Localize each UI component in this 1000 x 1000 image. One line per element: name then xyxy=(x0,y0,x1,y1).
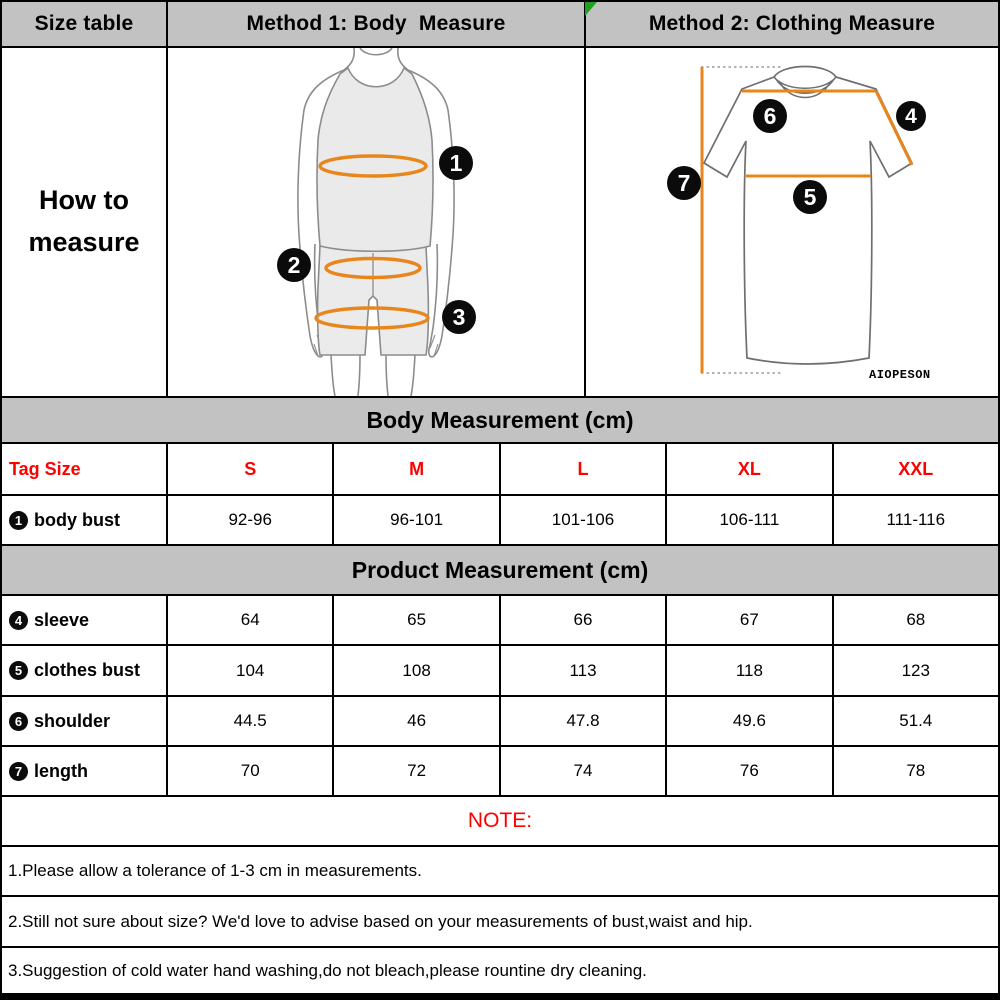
table-row-body-bust xyxy=(2,496,998,544)
body-marker-3-number: 3 xyxy=(452,304,466,330)
row-label-text: body bust xyxy=(34,509,120,530)
row-label-text: length xyxy=(34,760,88,781)
row-label-sleeve xyxy=(2,596,166,644)
table-row-shoulder xyxy=(2,697,998,745)
clothing-marker-5 xyxy=(793,180,827,214)
value-cell: 101-106 xyxy=(501,496,665,544)
row-label-text: sleeve xyxy=(34,609,90,630)
value-cell: 104 xyxy=(168,646,332,695)
value-cell: 76 xyxy=(667,747,831,795)
marker-badge-6: 6 xyxy=(9,712,28,731)
clothing-marker-4 xyxy=(896,101,926,131)
table-row-sleeve xyxy=(2,596,998,644)
value-cell: 108 xyxy=(334,646,498,695)
marker-badge-5: 5 xyxy=(9,661,28,680)
tag-size-row xyxy=(2,444,998,494)
note-item-1: 1.Please allow a tolerance of 1-3 cm in measurements. xyxy=(2,847,998,895)
brand-label: AIOPESON xyxy=(869,368,931,382)
how-to-measure-label xyxy=(2,48,166,396)
marker-badge-4: 4 xyxy=(9,611,28,630)
value-cell: 51.4 xyxy=(834,697,998,745)
clothing-marker-6-number: 6 xyxy=(763,103,777,129)
table-row-clothes-bust xyxy=(2,646,998,695)
size-header-m: M xyxy=(334,444,498,494)
value-cell: 68 xyxy=(834,596,998,644)
clothing-marker-5-number: 5 xyxy=(803,184,817,210)
product-measurement-title: Product Measurement (cm) xyxy=(2,546,998,594)
table-row-length xyxy=(2,747,998,795)
row-label-text: clothes bust xyxy=(34,660,141,680)
how-to-line1: How to xyxy=(39,185,129,216)
value-cell: 78 xyxy=(834,747,998,795)
value-cell: 74 xyxy=(501,747,665,795)
row-label-body-bust xyxy=(2,496,166,544)
value-cell: 118 xyxy=(667,646,831,695)
tshirt-shape xyxy=(704,67,912,365)
note-item-3: 3.Suggestion of cold water hand washing,do not bleach,please rountine dry cleaning. xyxy=(2,948,998,993)
tshirt-drawing xyxy=(586,48,998,396)
value-cell: 64 xyxy=(168,596,332,644)
header-row xyxy=(2,2,998,46)
value-cell: 106-111 xyxy=(667,496,831,544)
header-method2-label: Method 2: Clothing Measure xyxy=(648,12,936,35)
marker-badge-7: 7 xyxy=(9,762,28,781)
how-to-line2: measure xyxy=(28,227,140,257)
note-title: NOTE: xyxy=(2,797,998,845)
value-cell: 46 xyxy=(334,697,498,745)
row-label-length xyxy=(2,747,166,795)
illustration-row xyxy=(2,48,998,396)
value-cell: 113 xyxy=(501,646,665,695)
header-size-table: Size table xyxy=(2,2,166,46)
clothing-measure-illustration xyxy=(586,48,998,396)
value-cell: 44.5 xyxy=(168,697,332,745)
clothing-marker-7-number: 7 xyxy=(677,170,691,196)
value-cell: 92-96 xyxy=(168,496,332,544)
tag-size-header: Tag Size xyxy=(2,444,166,494)
row-label-shoulder xyxy=(2,697,166,745)
body-figure-drawing xyxy=(168,48,584,396)
body-marker-1-number: 1 xyxy=(449,150,463,176)
row-label-text: shoulder xyxy=(34,710,111,731)
row-label-clothes-bust xyxy=(2,646,166,695)
size-header-xl: XL xyxy=(667,444,831,494)
size-header-xxl: XXL xyxy=(834,444,998,494)
value-cell: 47.8 xyxy=(501,697,665,745)
header-method1: Method 1: Body Measure xyxy=(168,2,584,46)
body-marker-2-number: 2 xyxy=(287,252,301,278)
value-cell: 70 xyxy=(168,747,332,795)
value-cell: 96-101 xyxy=(334,496,498,544)
body-measure-illustration xyxy=(168,48,584,396)
marker-badge-1: 1 xyxy=(9,511,28,530)
body-measurement-title: Body Measurement (cm) xyxy=(2,398,998,442)
size-header-s: S xyxy=(168,444,332,494)
clothing-marker-4-number: 4 xyxy=(905,105,917,128)
value-cell: 49.6 xyxy=(667,697,831,745)
value-cell: 65 xyxy=(334,596,498,644)
value-cell: 66 xyxy=(501,596,665,644)
body-marker-3 xyxy=(442,300,476,334)
clothing-marker-6 xyxy=(753,99,787,133)
clothing-marker-7 xyxy=(667,166,701,200)
green-corner-icon xyxy=(585,2,597,16)
size-header-l: L xyxy=(501,444,665,494)
header-method2 xyxy=(586,2,998,46)
value-cell: 111-116 xyxy=(834,496,998,544)
value-cell: 67 xyxy=(667,596,831,644)
note-item-2: 2.Still not sure about size? We'd love to advise based on your measurements of bust,waist and hip. xyxy=(2,897,998,946)
value-cell: 72 xyxy=(334,747,498,795)
value-cell: 123 xyxy=(834,646,998,695)
body-marker-2 xyxy=(277,248,311,282)
body-marker-1 xyxy=(439,146,473,180)
